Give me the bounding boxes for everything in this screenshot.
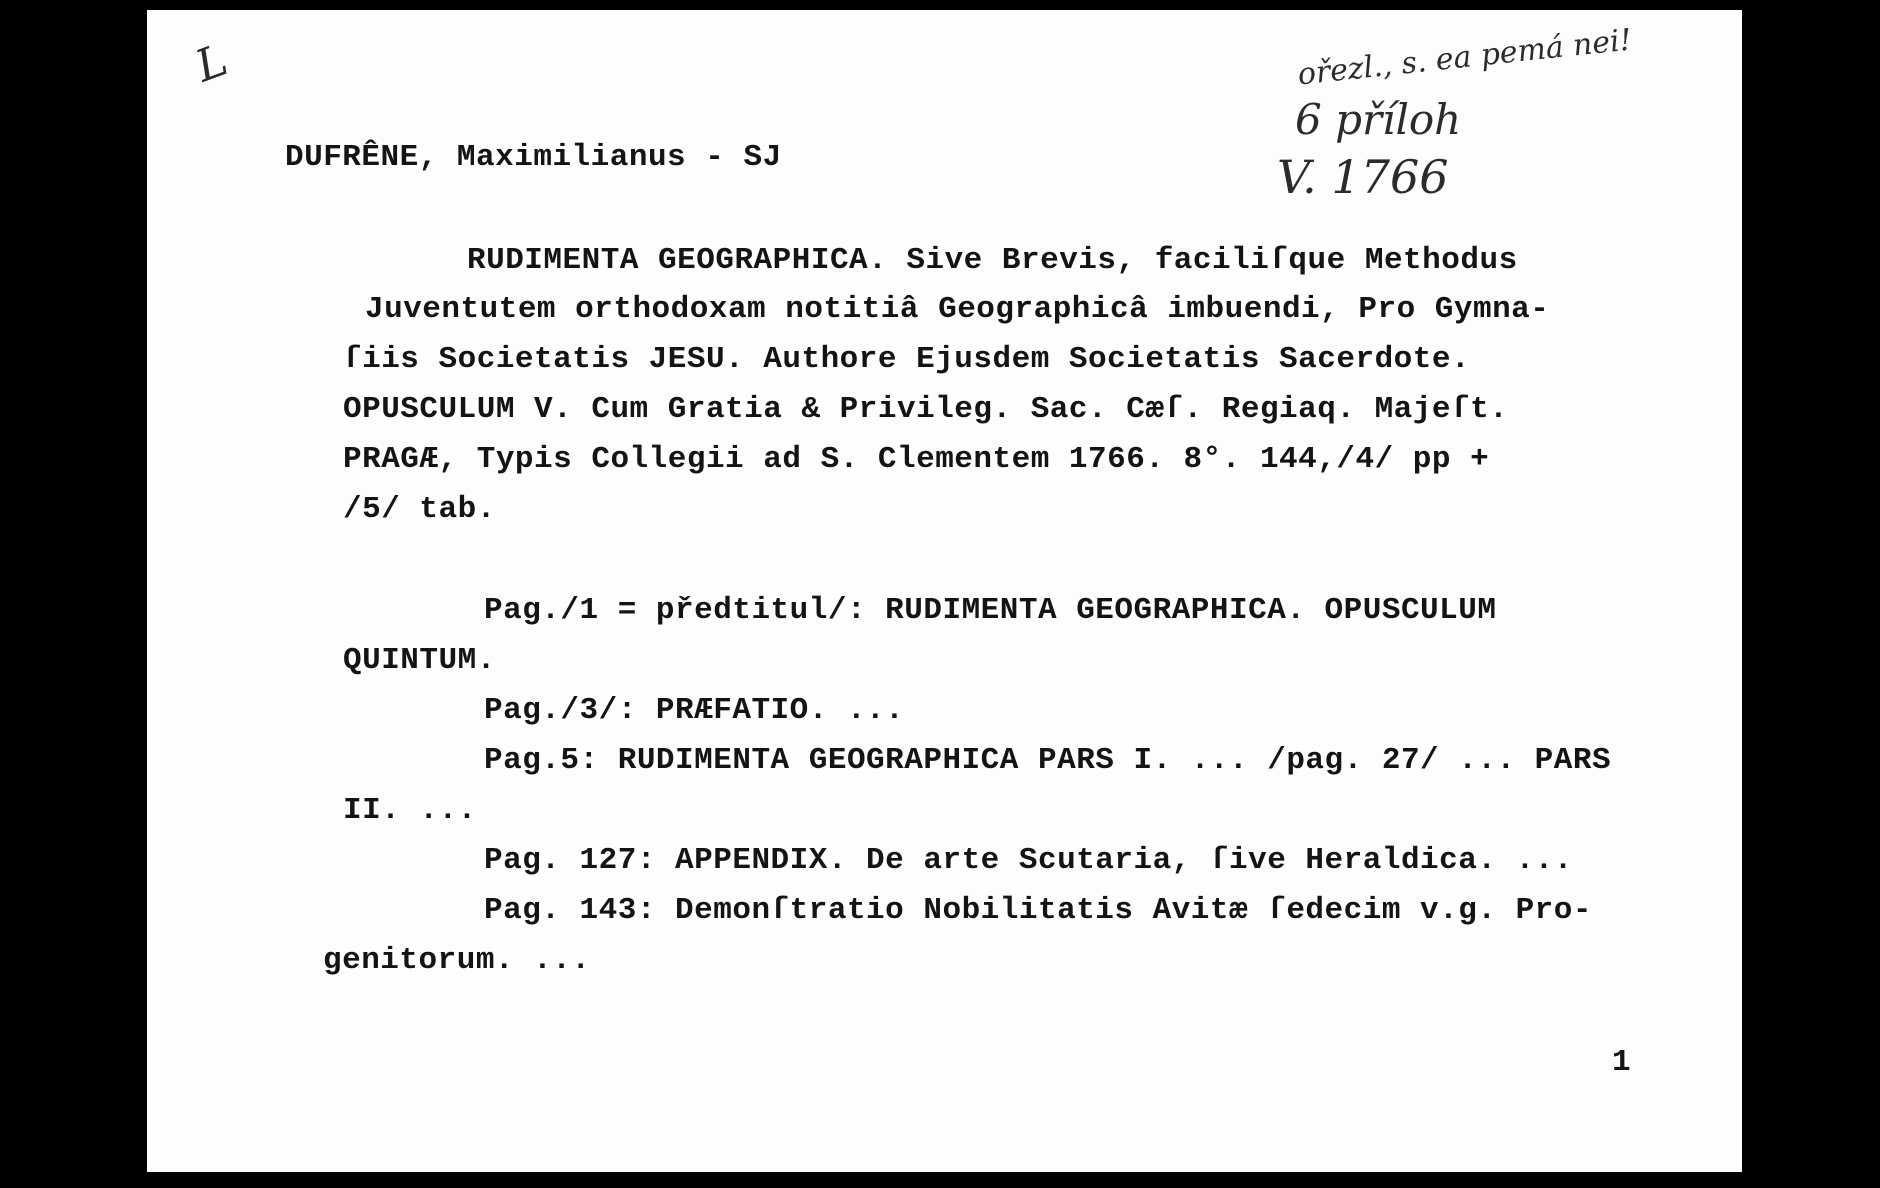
- content-line-6: Pag. 127: APPENDIX. De arte Scutaria, ſive Heraldica. ...: [484, 843, 1573, 878]
- content-line-1: Pag./1 = předtitul/: RUDIMENTA GEOGRAPHICA. OPUSCULUM: [484, 593, 1497, 628]
- title-line-3: ſiis Societatis JESU. Authore Ejusdem Societatis Sacerdote.: [343, 342, 1471, 377]
- content-line-8: genitorum. ...: [323, 943, 591, 978]
- corner-mark: L: [189, 34, 235, 93]
- handwritten-note-1: ořezl., s. ea pemá nei!: [1296, 22, 1634, 93]
- content-line-2: QUINTUM.: [343, 643, 496, 678]
- title-line-1: RUDIMENTA GEOGRAPHICA. Sive Brevis, faciliſque Methodus: [467, 243, 1518, 278]
- content-line-7: Pag. 143: Demonſtratio Nobilitatis Avitæ ſedecim v.g. Pro-: [484, 893, 1592, 928]
- page-number: 1: [1612, 1045, 1632, 1080]
- title-line-2: Juventutem orthodoxam notitiâ Geographicâ imbuendi, Pro Gymna-: [365, 292, 1550, 327]
- content-line-4: Pag.5: RUDIMENTA GEOGRAPHICA PARS I. ... /pag. 27/ ... PARS: [484, 743, 1612, 778]
- content-line-5: II. ...: [343, 793, 477, 828]
- handwritten-note-3: V. 1766: [1277, 150, 1449, 204]
- heading: DUFRÊNE, Maximilianus - SJ: [285, 140, 782, 175]
- title-line-6: /5/ tab.: [343, 492, 496, 527]
- catalog-card: [147, 10, 1742, 1172]
- title-line-5: PRAGÆ, Typis Collegii ad S. Clementem 1766. 8°. 144,/4/ pp +: [343, 442, 1490, 477]
- handwritten-note-2: 6 příloh: [1295, 95, 1462, 144]
- content-line-3: Pag./3/: PRÆFATIO. ...: [484, 693, 905, 728]
- title-line-4: OPUSCULUM V. Cum Gratia & Privileg. Sac. Cæſ. Regiaq. Majeſt.: [343, 392, 1509, 427]
